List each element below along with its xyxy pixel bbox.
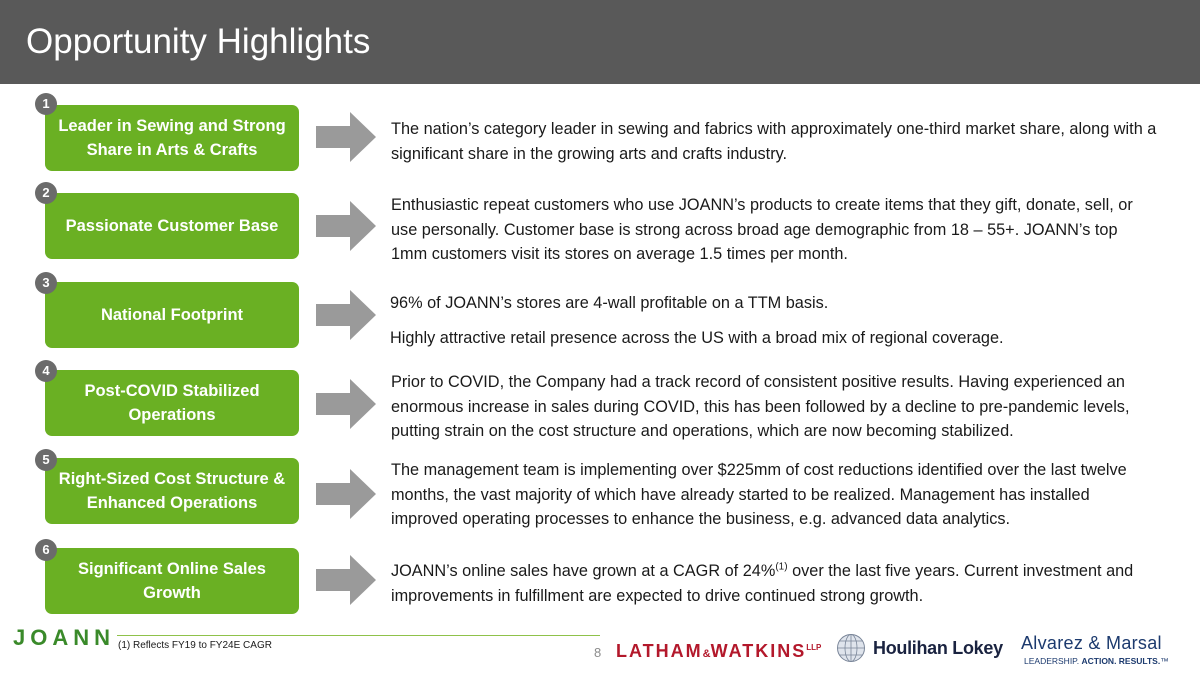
label-line: Share in Arts & Crafts <box>86 141 258 159</box>
highlight-description-4 <box>391 370 1181 444</box>
description-text: Highly attractive retail presence across the US with a broad mix of regional coverage. <box>390 328 1004 347</box>
highlight-label-2 <box>45 193 299 259</box>
label-line: Significant Online Sales <box>78 560 266 578</box>
title-bar <box>0 0 1200 84</box>
description-text: The nation’s category leader in sewing and fabrics with approximately one-third market share, along with a significant share in the growing arts and crafts industry. <box>391 120 1157 163</box>
number-badge: 4 <box>35 360 57 382</box>
page-title: Opportunity Highlights <box>26 22 371 61</box>
arrow-right-icon <box>316 290 376 340</box>
alvarez-marsal-logo: Alvarez & Marsal <box>1021 633 1162 653</box>
footnote-marker: (1) <box>775 561 788 573</box>
highlight-description-2 <box>391 193 1151 267</box>
number-badge: 2 <box>35 182 57 204</box>
joann-logo: JOANN <box>13 625 116 650</box>
label-line: Post-COVID Stabilized <box>84 382 260 400</box>
number-badge: 6 <box>35 539 57 561</box>
footnote: (1) Reflects FY19 to FY24E CAGR <box>118 640 272 651</box>
label-line: Operations <box>128 406 216 424</box>
highlight-label-1 <box>45 105 299 171</box>
arrow-right-icon <box>316 379 376 429</box>
highlight-label-3 <box>45 282 299 348</box>
arrow-right-icon <box>316 112 376 162</box>
number-badge: 5 <box>35 449 57 471</box>
houlihan-lokey-logo: Houlihan Lokey <box>873 638 1003 658</box>
footer-divider <box>117 635 600 636</box>
highlight-description-5 <box>391 458 1131 532</box>
description-text: JOANN’s online sales have grown at a CAGR of 24%$^{(1)}$ over the last five years. Current investment and improvements in fulfillment are expected to drive continued strong growth. <box>391 561 1134 605</box>
highlight-row-1 <box>0 92 1200 180</box>
label-line: Passionate Customer Base <box>65 217 279 235</box>
highlight-row-5 <box>0 448 1200 536</box>
arrow-right-icon <box>316 469 376 519</box>
label-line: Right-Sized Cost Structure & <box>58 470 286 488</box>
latham-watkins-logo: $LATHAM\&WATKINS^{LLP}$ <box>616 641 822 661</box>
highlight-description-6 <box>391 559 1161 608</box>
label-line: National Footprint <box>100 306 244 324</box>
highlight-label-4 <box>45 370 299 436</box>
description-text: The management team is implementing over $225mm of cost reductions identified over the last twelve months, the vast majority of which have already started to be realized. Management has installed improved operating processes to enhance the business, e.g. advanced data analytics. <box>391 461 1127 528</box>
highlight-row-4 <box>0 359 1200 447</box>
description-text: Enthusiastic repeat customers who use JOANN’s products to create items that they gift, donate, sell, or use personally. Customer base is strong across broad age demographic from 18 – 55+. JOANN’s top 1mm customers visit its stores on average 1.5 times per month. <box>391 196 1133 263</box>
highlight-row-2 <box>0 181 1200 269</box>
highlight-description-3 <box>390 291 1180 350</box>
highlight-label-6 <box>45 548 299 614</box>
houlihan-globe-icon <box>836 633 866 663</box>
label-line: Leader in Sewing and Strong <box>58 117 286 135</box>
arrow-right-icon <box>316 555 376 605</box>
description-text: Prior to COVID, the Company had a track record of consistent positive results. Having experienced an enormous increase in sales during COVID, this has been followed by a decline to pre-pandemic levels, putting strain on the cost structure and operations, which are now becoming stabilized. <box>391 373 1130 440</box>
description-text: 96% of JOANN’s stores are 4-wall profitable on a TTM basis. <box>390 294 829 312</box>
highlight-label-5 <box>45 458 299 524</box>
highlight-description-1 <box>391 117 1181 166</box>
highlight-row-3 <box>0 270 1200 358</box>
page-number: 8 <box>594 645 602 660</box>
label-line: Enhanced Operations <box>86 494 258 512</box>
alvarez-marsal-tagline: LEADERSHIP. ACTION. RESULTS.™ <box>1024 656 1169 666</box>
arrow-right-icon <box>316 201 376 251</box>
number-badge: 1 <box>35 93 57 115</box>
highlight-row-6 <box>0 537 1200 625</box>
number-badge: 3 <box>35 272 57 294</box>
label-line: Growth <box>143 584 201 602</box>
